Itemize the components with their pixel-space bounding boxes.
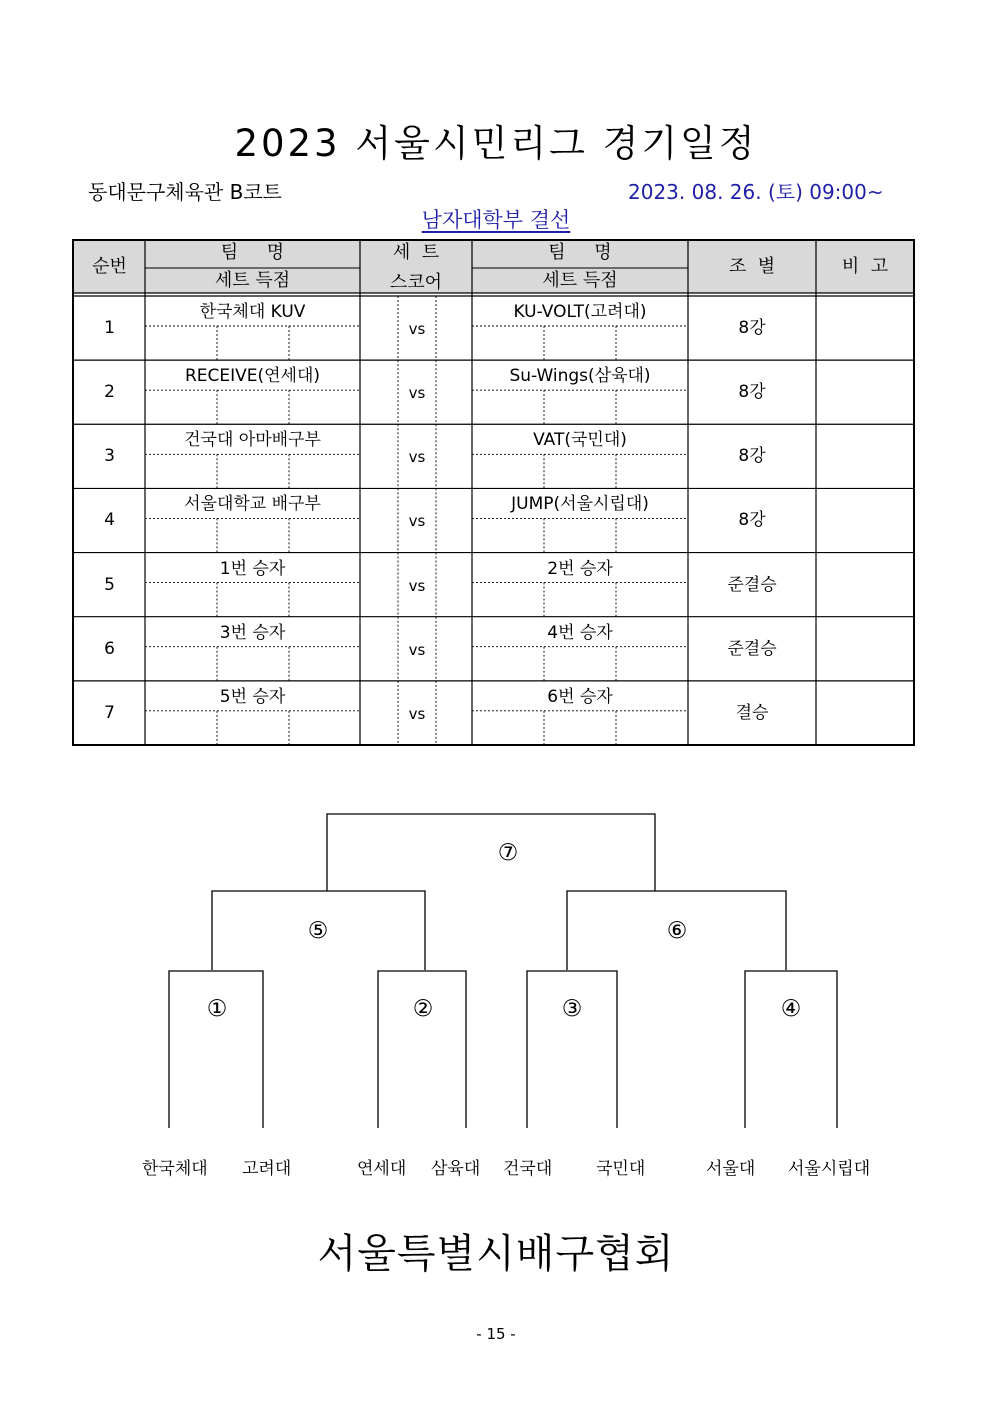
team-b-name: Su-Wings(삼육대) <box>509 366 651 387</box>
seed-4: ④ <box>780 996 802 1022</box>
team-b-name: VAT(국민대) <box>533 430 627 451</box>
bracket-team: 건국대 <box>503 1159 553 1179</box>
col-header-note: 비 고 <box>841 256 889 277</box>
round-label: 8강 <box>738 382 766 403</box>
seed-6: ⑥ <box>666 918 688 944</box>
col-header-set-points-b: 세트 득점 <box>542 270 618 291</box>
organization-name: 서울특별시배구협회 <box>317 1231 675 1277</box>
match-number: 6 <box>104 638 115 659</box>
col-header-set: 세 트 <box>392 242 440 263</box>
round-label: 8강 <box>738 318 766 338</box>
bracket-team: 국민대 <box>596 1159 646 1179</box>
team-b-name: 6번 승자 <box>547 686 613 707</box>
bracket-team: 한국체대 <box>142 1159 208 1179</box>
bracket-team: 삼육대 <box>431 1159 481 1179</box>
col-header-group: 조 별 <box>728 256 776 277</box>
col-header-team-a: 팀 명 <box>220 242 285 263</box>
seed-3: ③ <box>561 996 583 1022</box>
team-a-name: 건국대 아마배구부 <box>184 430 321 451</box>
seed-5: ⑤ <box>307 918 329 944</box>
team-b-name: 2번 승자 <box>547 558 613 579</box>
seed-2: ② <box>412 996 434 1022</box>
bracket-team: 연세대 <box>357 1159 407 1179</box>
team-b-name: KU-VOLT(고려대) <box>513 302 647 322</box>
bracket-team: 고려대 <box>242 1159 292 1179</box>
round-label: 결승 <box>735 702 769 723</box>
team-a-name: 3번 승자 <box>219 622 286 643</box>
round-label: 8강 <box>738 510 766 531</box>
team-a-name: RECEIVE(연세대) <box>184 366 321 387</box>
col-header-team-b: 팀 명 <box>548 242 612 263</box>
vs-label: vs <box>408 320 426 338</box>
vs-label: vs <box>408 512 426 531</box>
vs-label: vs <box>408 704 426 723</box>
col-header-no: 순번 <box>92 256 127 277</box>
vs-label: vs <box>408 384 426 403</box>
match-number: 4 <box>104 510 115 531</box>
col-header-set-points-a: 세트 득점 <box>214 270 291 291</box>
team-b-name: JUMP(서울시립대) <box>511 494 649 515</box>
team-b-name: 4번 승자 <box>547 622 613 643</box>
round-label: 준결승 <box>727 638 777 659</box>
page-title: 2023 서울시민리그 경기일정 <box>234 122 758 165</box>
round-label: 준결승 <box>727 574 777 595</box>
team-a-name: 한국체대 KUV <box>199 302 306 322</box>
division-label: 남자대학부 결선 <box>421 208 571 232</box>
venue: 동대문구체육관 B코트 <box>88 180 282 204</box>
round-label: 8강 <box>738 446 766 467</box>
bracket-team: 서울시립대 <box>788 1159 871 1179</box>
vs-label: vs <box>408 448 426 467</box>
seed-1: ① <box>206 996 228 1022</box>
match-number: 7 <box>104 702 115 723</box>
match-number: 5 <box>104 574 115 595</box>
bracket-team: 서울대 <box>706 1159 756 1179</box>
match-number: 3 <box>104 446 115 467</box>
seed-7: ⑦ <box>497 840 519 866</box>
team-a-name: 5번 승자 <box>219 686 286 707</box>
team-a-name: 1번 승자 <box>219 558 286 579</box>
match-datetime: 2023. 08. 26. (토) 09:00~ <box>628 180 884 204</box>
page-number: - 15 - <box>476 1325 516 1343</box>
match-number: 2 <box>104 382 115 403</box>
team-a-name: 서울대학교 배구부 <box>184 494 321 515</box>
col-header-score: 스코어 <box>389 272 443 293</box>
vs-label: vs <box>408 640 426 659</box>
match-number: 1 <box>104 318 115 338</box>
vs-label: vs <box>408 576 426 595</box>
